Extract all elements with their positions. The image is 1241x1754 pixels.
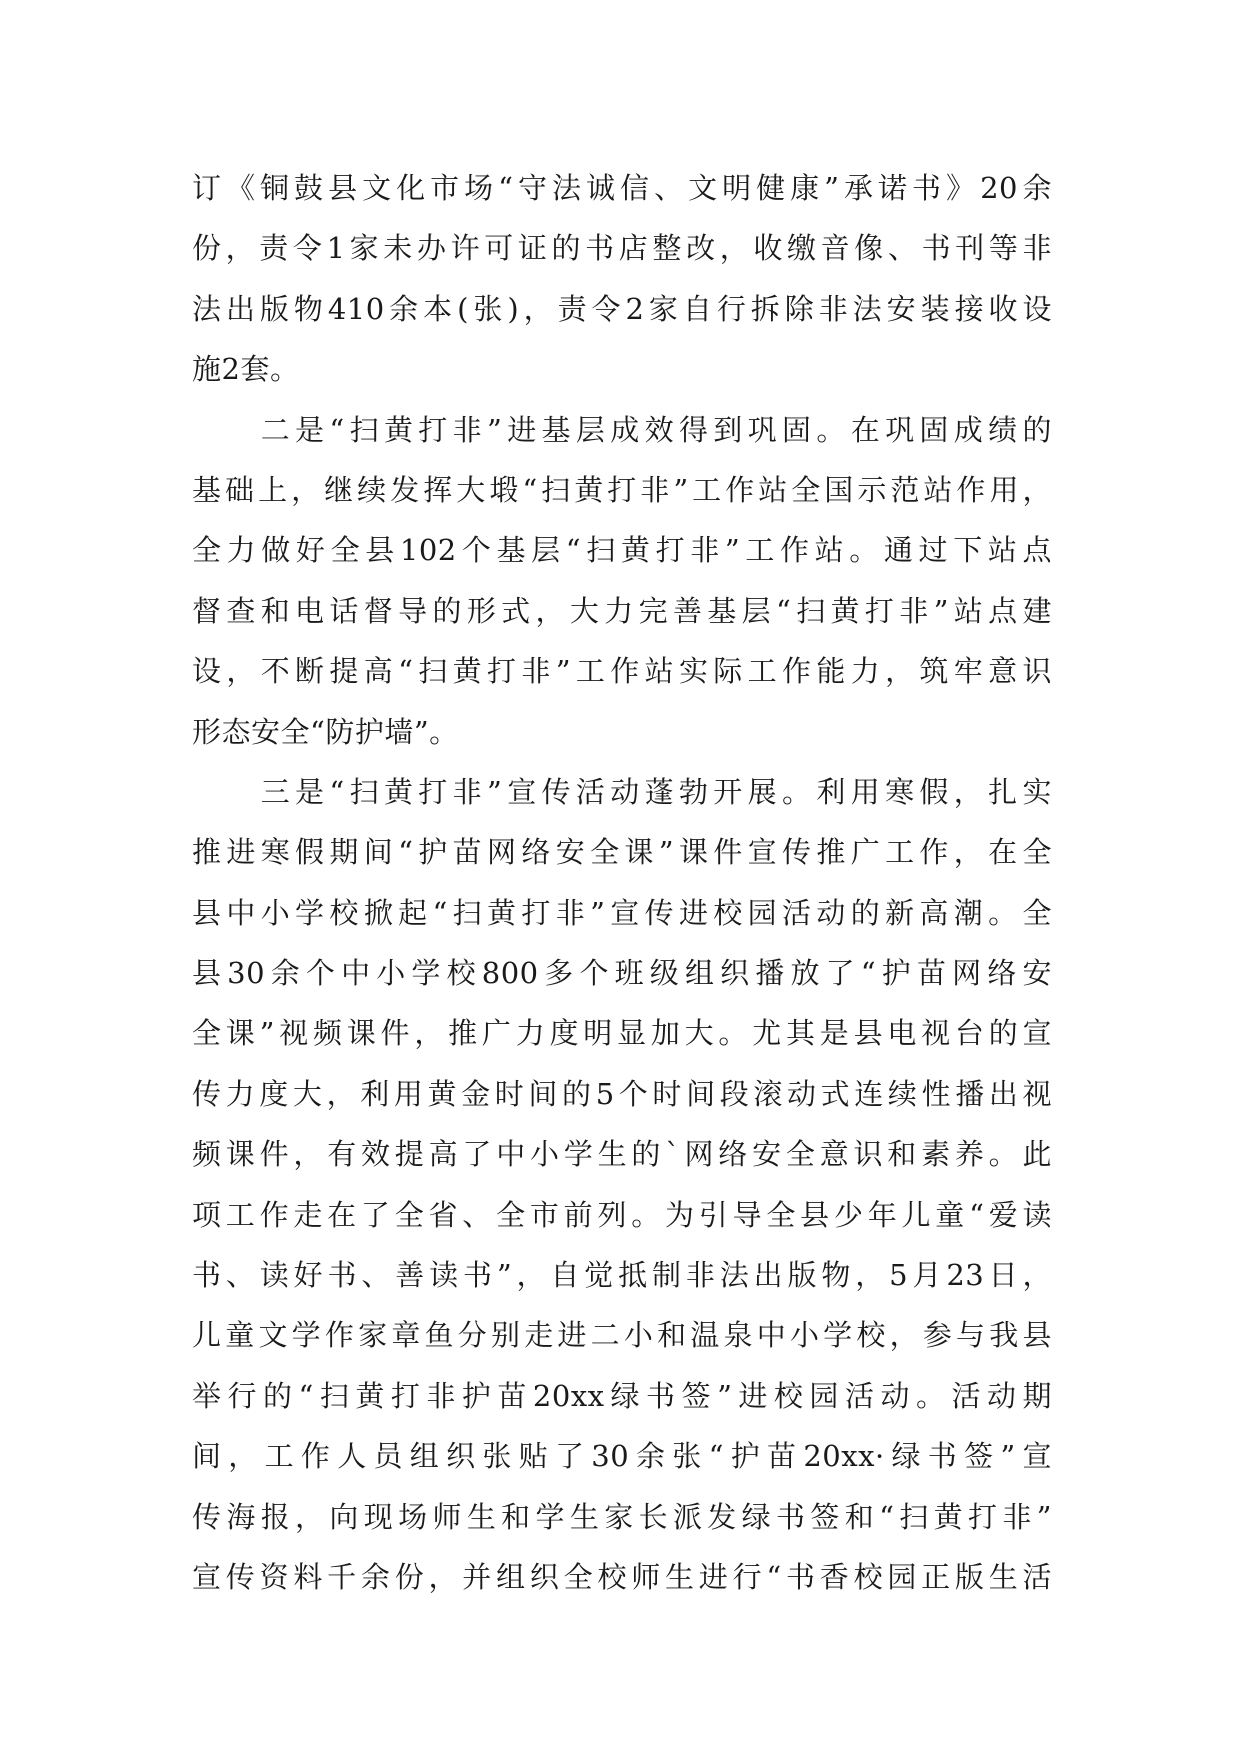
text-line: 份，责令1家未办许可证的书店整改，收缴音像、书刊等非: [192, 231, 1052, 266]
text-line: 订《铜鼓县文化市场“守法诚信、文明健康”承诺书》20余: [192, 171, 1052, 205]
text-line: 传力度大，利用黄金时间的5个时间段滚动式连续性播出视: [192, 1076, 1052, 1111]
text-line: 儿童文学作家章鱼分别走进二小和温泉中小学校，参与我县: [192, 1318, 1052, 1353]
text-line: 书、读好书、善读书”，自觉抵制非法出版物，5月23日，: [192, 1258, 1052, 1293]
text-line: 频课件，有效提高了中小学生的`网络安全意识和素养。此: [192, 1137, 1052, 1172]
text-line: 全课”视频课件，推广力度明显加大。尤其是县电视台的宣: [192, 1016, 1052, 1051]
text-line: 项工作走在了全省、全市前列。为引导全县少年儿童“爱读: [192, 1197, 1052, 1232]
text-line: 施2套。: [192, 352, 300, 387]
text-line: 县30余个中小学校800多个班级组织播放了“护苗网络安: [192, 956, 1052, 991]
text-line: 推进寒假期间“护苗网络安全课”课件宣传推广工作，在全: [192, 835, 1052, 870]
text-line: 举行的“扫黄打非护苗20xx绿书签”进校园活动。活动期: [192, 1378, 1052, 1413]
text-line: 县中小学校掀起“扫黄打非”宣传进校园活动的新高潮。全: [192, 895, 1052, 930]
text-line: 形态安全“防护墙”。: [192, 714, 459, 749]
text-line: 二是“扫黄打非”进基层成效得到巩固。在巩固成绩的: [192, 412, 1052, 447]
text-line: 基础上，继续发挥大塅“扫黄打非”工作站全国示范站作用，: [192, 472, 1052, 507]
text-line: 法出版物410余本(张)，责令2家自行拆除非法安装接收设: [192, 291, 1052, 326]
text-line: 全力做好全县102个基层“扫黄打非”工作站。通过下站点: [192, 533, 1052, 568]
text-line: 三是“扫黄打非”宣传活动蓬勃开展。利用寒假，扎实: [192, 774, 1052, 809]
text-line: 宣传资料千余份，并组织全校师生进行“书香校园正版生活: [192, 1559, 1052, 1594]
text-line: 传海报，向现场师生和学生家长派发绿书签和“扫黄打非”: [192, 1499, 1052, 1534]
text-line: 设，不断提高“扫黄打非”工作站实际工作能力，筑牢意识: [192, 654, 1052, 689]
body-text: [192, 158, 1052, 1607]
text-line: 督查和电话督导的形式，大力完善基层“扫黄打非”站点建: [192, 593, 1052, 628]
text-line: 间，工作人员组织张贴了30余张“护苗20xx·绿书签”宣: [192, 1439, 1052, 1474]
